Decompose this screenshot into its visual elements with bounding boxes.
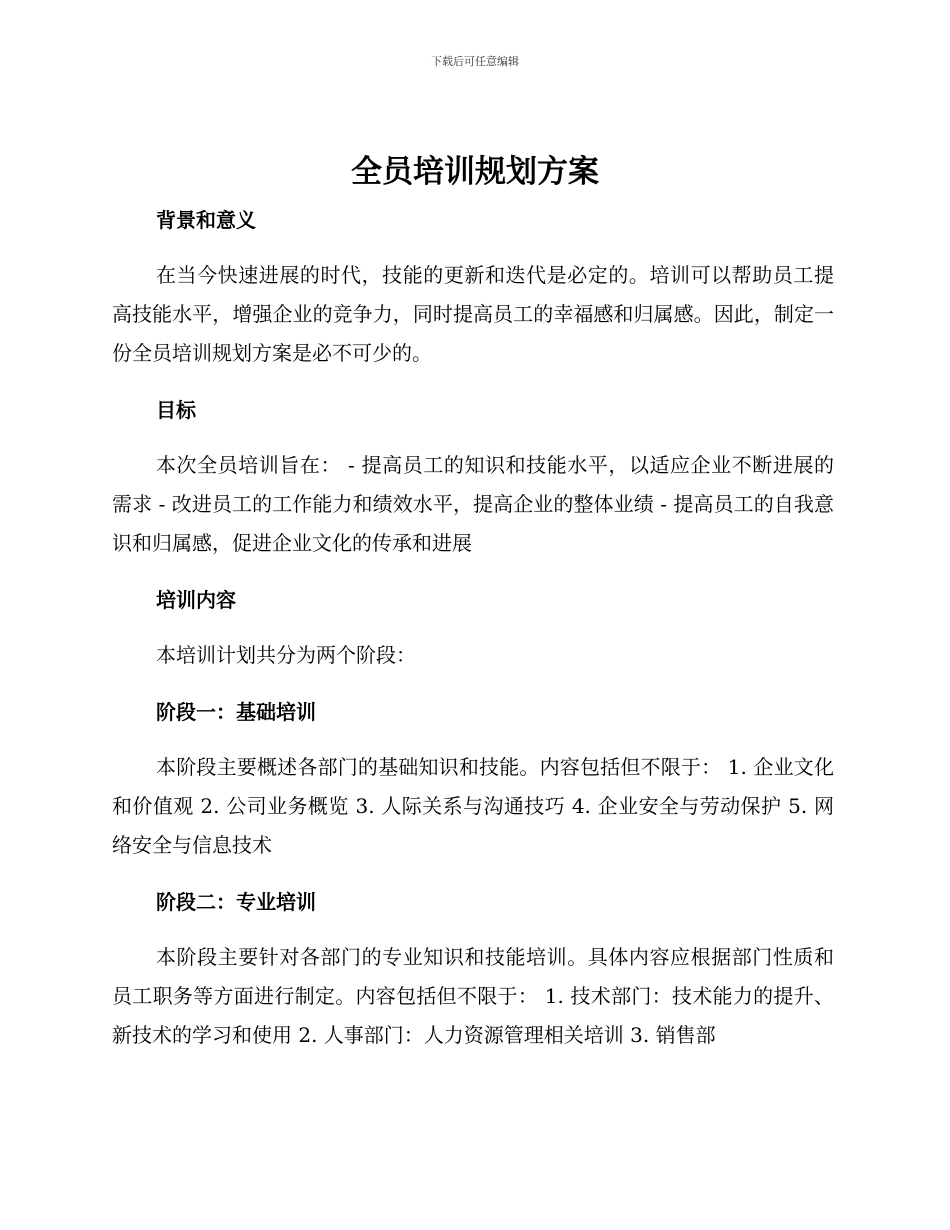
paragraph-stage-one: 本阶段主要概述各部门的基础知识和技能。内容包括但不限于： 1. 企业文化和价值观 2. 公司业务概览 3. 人际关系与沟通技巧 4. 企业安全与劳动保护 5. 网络安全与信息技术 (112, 755, 834, 857)
document-body (112, 200, 834, 1055)
document-title: 全员培训规划方案 (351, 154, 599, 190)
paragraph-training-intro: 本培训计划共分为两个阶段： (156, 643, 416, 667)
section-heading-background: 背景和意义 (156, 208, 256, 232)
header-note: 下载后可任意编辑 (431, 55, 519, 68)
section-heading-stage-two: 阶段二：专业培训 (156, 890, 316, 914)
section-heading-goal: 目标 (156, 398, 196, 422)
section-heading-training-content: 培训内容 (156, 588, 236, 612)
section-heading-stage-one: 阶段一：基础培训 (156, 700, 316, 724)
paragraph-background: 在当今快速进展的时代，技能的更新和迭代是必定的。培训可以帮助员工提高技能水平，增强企业的竞争力，同时提高员工的幸福感和归属感。因此，制定一份全员培训规划方案是必不可少的。 (112, 263, 834, 365)
paragraph-goal: 本次全员培训旨在： - 提高员工的知识和技能水平，以适应企业不断进展的需求 - 改进员工的工作能力和绩效水平，提高企业的整体业绩 - 提高员工的自我意识和归属感，促进企业文化的传承和进展 (112, 453, 834, 555)
paragraph-stage-two: 本阶段主要针对各部门的专业知识和技能培训。具体内容应根据部门性质和员工职务等方面进行制定。内容包括但不限于： 1. 技术部门：技术能力的提升、新技术的学习和使用 2. 人事部门：人力资源管理相关培训 3. 销售部 (112, 945, 834, 1047)
